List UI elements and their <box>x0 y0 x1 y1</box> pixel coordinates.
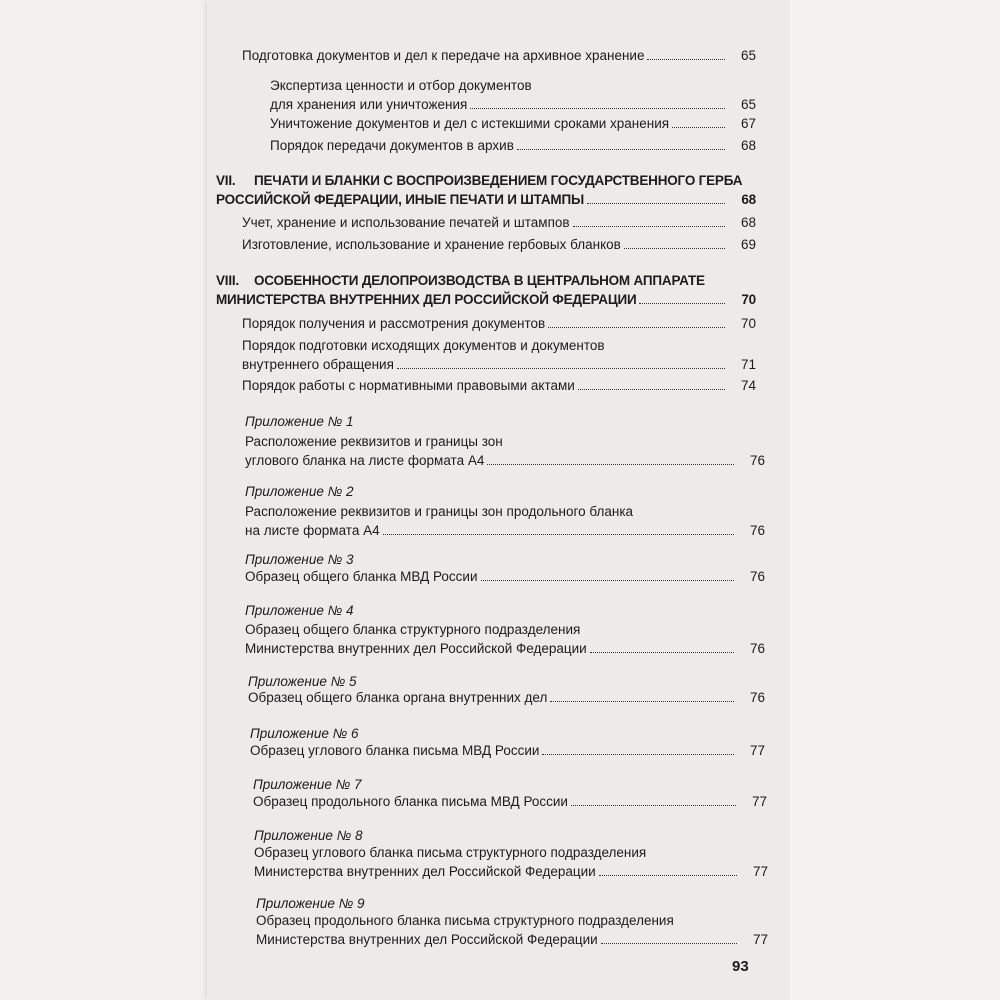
appendix-entry <box>254 843 768 881</box>
appendix-title: Образец общего бланка структурного подразделения <box>245 622 581 637</box>
appendix-title: Министерства внутренних дел Российской Федерации <box>254 864 596 879</box>
toc-page-number: 74 <box>740 378 756 393</box>
appendix-title: Расположение реквизитов и границы зон <box>245 434 503 449</box>
toc-page-number: 77 <box>752 932 768 947</box>
toc-entry-title: для хранения или уничтожения <box>270 97 468 112</box>
toc-page-number: 67 <box>740 116 756 131</box>
toc-entry <box>242 235 756 254</box>
toc-page-number: 65 <box>740 97 756 112</box>
toc-section-heading <box>216 271 756 309</box>
toc-entry-title: Порядок работы с нормативными правовыми актами <box>242 378 575 393</box>
appendix-label: Приложение № 8 <box>254 828 363 843</box>
toc-page-number: 68 <box>741 192 756 207</box>
toc-page-number: 71 <box>740 357 756 372</box>
toc-page-number: 70 <box>740 316 756 331</box>
appendix-entry <box>256 911 768 949</box>
appendix-title: Образец общего бланка органа внутренних дел <box>248 690 548 705</box>
toc-page-number: 68 <box>740 138 756 153</box>
appendix-title: Образец продольного бланка письма структурного подразделения <box>256 913 674 928</box>
toc-page-number: 76 <box>749 690 765 705</box>
appendix-label: Приложение № 1 <box>245 414 354 429</box>
toc-entry <box>270 136 756 155</box>
toc-page-number: 77 <box>751 794 767 809</box>
appendix-label: Приложение № 5 <box>248 674 357 689</box>
toc-page-number: 65 <box>740 48 756 63</box>
appendix-entry <box>250 741 765 760</box>
appendix-title: Расположение реквизитов и границы зон продольного бланка <box>245 504 634 519</box>
toc-page-number: 76 <box>749 569 765 584</box>
appendix-title: Министерства внутренних дел Российской Федерации <box>256 932 598 947</box>
toc-page-number: 69 <box>740 237 756 252</box>
toc-page-number: 76 <box>749 523 765 538</box>
appendix-entry <box>245 620 765 658</box>
appendix-label: Приложение № 9 <box>256 896 365 911</box>
appendix-label: Приложение № 3 <box>245 552 354 567</box>
toc-entry-title: Порядок подготовки исходящих документов и документов <box>242 338 605 353</box>
appendix-title: Министерства внутренних дел Российской Федерации <box>245 641 587 656</box>
toc-entry-title: внутреннего обращения <box>242 357 394 372</box>
toc-entry <box>242 46 756 65</box>
page-number: 93 <box>732 958 749 975</box>
toc-page-number: 70 <box>741 292 756 307</box>
appendix-title: Образец углового бланка письма структурного подразделения <box>254 845 647 860</box>
toc-entry-title: Подготовка документов и дел к передаче на архивное хранение <box>242 48 645 63</box>
section-number: VII. <box>216 173 236 188</box>
appendix-label: Приложение № 4 <box>245 603 354 618</box>
appendix-label: Приложение № 6 <box>250 726 359 741</box>
toc-entry <box>242 376 756 395</box>
toc-entry <box>270 76 756 114</box>
toc-entry <box>242 336 756 374</box>
appendix-title: Образец углового бланка письма МВД России <box>250 743 540 758</box>
toc-entry <box>242 213 756 232</box>
toc-entry-title: Уничтожение документов и дел с истекшими сроками хранения <box>270 116 670 131</box>
toc-entry-title: Порядок получения и рассмотрения документов <box>242 316 546 331</box>
appendix-title: Образец продольного бланка письма МВД России <box>253 794 568 809</box>
appendix-title: углового бланка на листе формата А4 <box>245 453 485 468</box>
section-title: ПЕЧАТИ И БЛАНКИ С ВОСПРОИЗВЕДЕНИЕМ ГОСУДАРСТВЕННОГО ГЕРБА <box>254 173 743 188</box>
section-title: ОСОБЕННОСТИ ДЕЛОПРОИЗВОДСТВА В ЦЕНТРАЛЬНОМ АППАРАТЕ <box>254 273 705 288</box>
appendix-title: Образец общего бланка МВД России <box>245 569 478 584</box>
toc-page-number: 77 <box>749 743 765 758</box>
appendix-entry <box>245 567 765 586</box>
toc-entry-title: Учет, хранение и использование печатей и штампов <box>242 215 570 230</box>
toc-entry-title: Изготовление, использование и хранение гербовых бланков <box>242 237 621 252</box>
toc-section-heading <box>216 171 756 209</box>
toc-entry <box>242 314 756 333</box>
toc-entry-title: Экспертиза ценности и отбор документов <box>270 78 532 93</box>
toc-page-number: 76 <box>749 641 765 656</box>
section-number: VIII. <box>216 273 240 288</box>
toc-page-number: 76 <box>749 453 765 468</box>
appendix-entry <box>253 792 767 811</box>
toc-page-number: 68 <box>740 215 756 230</box>
appendix-label: Приложение № 7 <box>253 777 362 792</box>
appendix-entry <box>248 688 765 707</box>
toc-page-number: 77 <box>752 864 768 879</box>
appendix-label: Приложение № 2 <box>245 484 354 499</box>
section-title: РОССИЙСКОЙ ФЕДЕРАЦИИ, ИНЫЕ ПЕЧАТИ И ШТАМПЫ <box>216 192 584 207</box>
toc-entry-title: Порядок передачи документов в архив <box>270 138 514 153</box>
appendix-title: на листе формата А4 <box>245 523 380 538</box>
appendix-entry <box>245 432 765 470</box>
section-title: МИНИСТЕРСТВА ВНУТРЕННИХ ДЕЛ РОССИЙСКОЙ ФЕДЕРАЦИИ <box>216 292 637 307</box>
toc-entry <box>270 114 756 133</box>
appendix-entry <box>245 502 765 540</box>
